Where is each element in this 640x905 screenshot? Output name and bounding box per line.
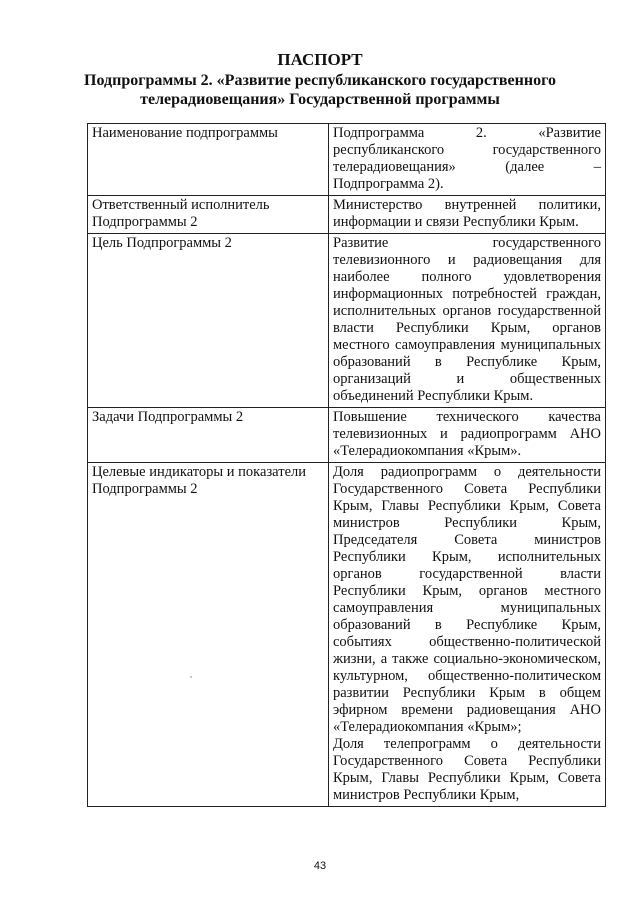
row-label: Наименование подпрограммы: [88, 124, 329, 196]
row-value: Министерство внутренней политики, информации и связи Республики Крым.: [329, 196, 606, 234]
page-number: 43: [313, 860, 327, 872]
indicator-tv: Доля телепрограмм о деятельности Государственного Совета Республики Крым, Главы Республики Крым, Совета министров Республики Крым,: [333, 736, 601, 803]
table-row-responsible: [88, 196, 606, 234]
indicator-radio: Доля радиопрограмм о деятельности Государственного Совета Республики Крым, Главы Республики Крым, Совета министров Республики Крым, Председателя Совета министров Республики Крым, исполнительных органов государственной власти Республики Крым, органов местного самоуправления муниципальных образований в Республике Крым, событиях общественно-политической жизни, а также социально-экономическом, культурном, общественно-политическом развитии Республики Крым в общем эфирном времени радиовещания АНО «Телерадиокомпания «Крым»;: [333, 464, 601, 735]
document-title: ПАСПОРТ: [277, 50, 363, 69]
document-subtitle-line-2: телерадиовещания» Государственной программы: [140, 91, 500, 108]
table-row-goal: [88, 234, 606, 408]
table-row-name: [88, 124, 606, 196]
row-value: Развитие государственного телевизионного и радиовещания для наиболее полного удовлетворения информационных потребностей граждан, исполнительных органов государственной власти Республики Крым, органов местного самоуправления муниципальных образований в Республике Крым, организаций и общественных объединений Республики Крым.: [329, 234, 606, 408]
row-label: Целевые индикаторы и показатели Подпрограммы 2: [88, 463, 329, 807]
row-value: [329, 463, 606, 807]
row-label: Цель Подпрограммы 2: [88, 234, 329, 408]
scan-speck: [190, 676, 192, 678]
row-label: Ответственный исполнитель Подпрограммы 2: [88, 196, 329, 234]
row-value: Подпрограмма 2. «Развитие республиканского государственного телерадиовещания» (далее – Подпрограмма 2).: [329, 124, 606, 196]
row-value: Повышение технического качества телевизионных и радиопрограмм АНО «Телерадиокомпания «Крым».: [329, 408, 606, 463]
passport-table: [87, 123, 606, 807]
table-row-tasks: [88, 408, 606, 463]
document-subtitle-line-1: Подпрограммы 2. «Развитие республиканского государственного: [84, 72, 556, 89]
row-label: Задачи Подпрограммы 2: [88, 408, 329, 463]
table-row-indicators: [88, 463, 606, 807]
